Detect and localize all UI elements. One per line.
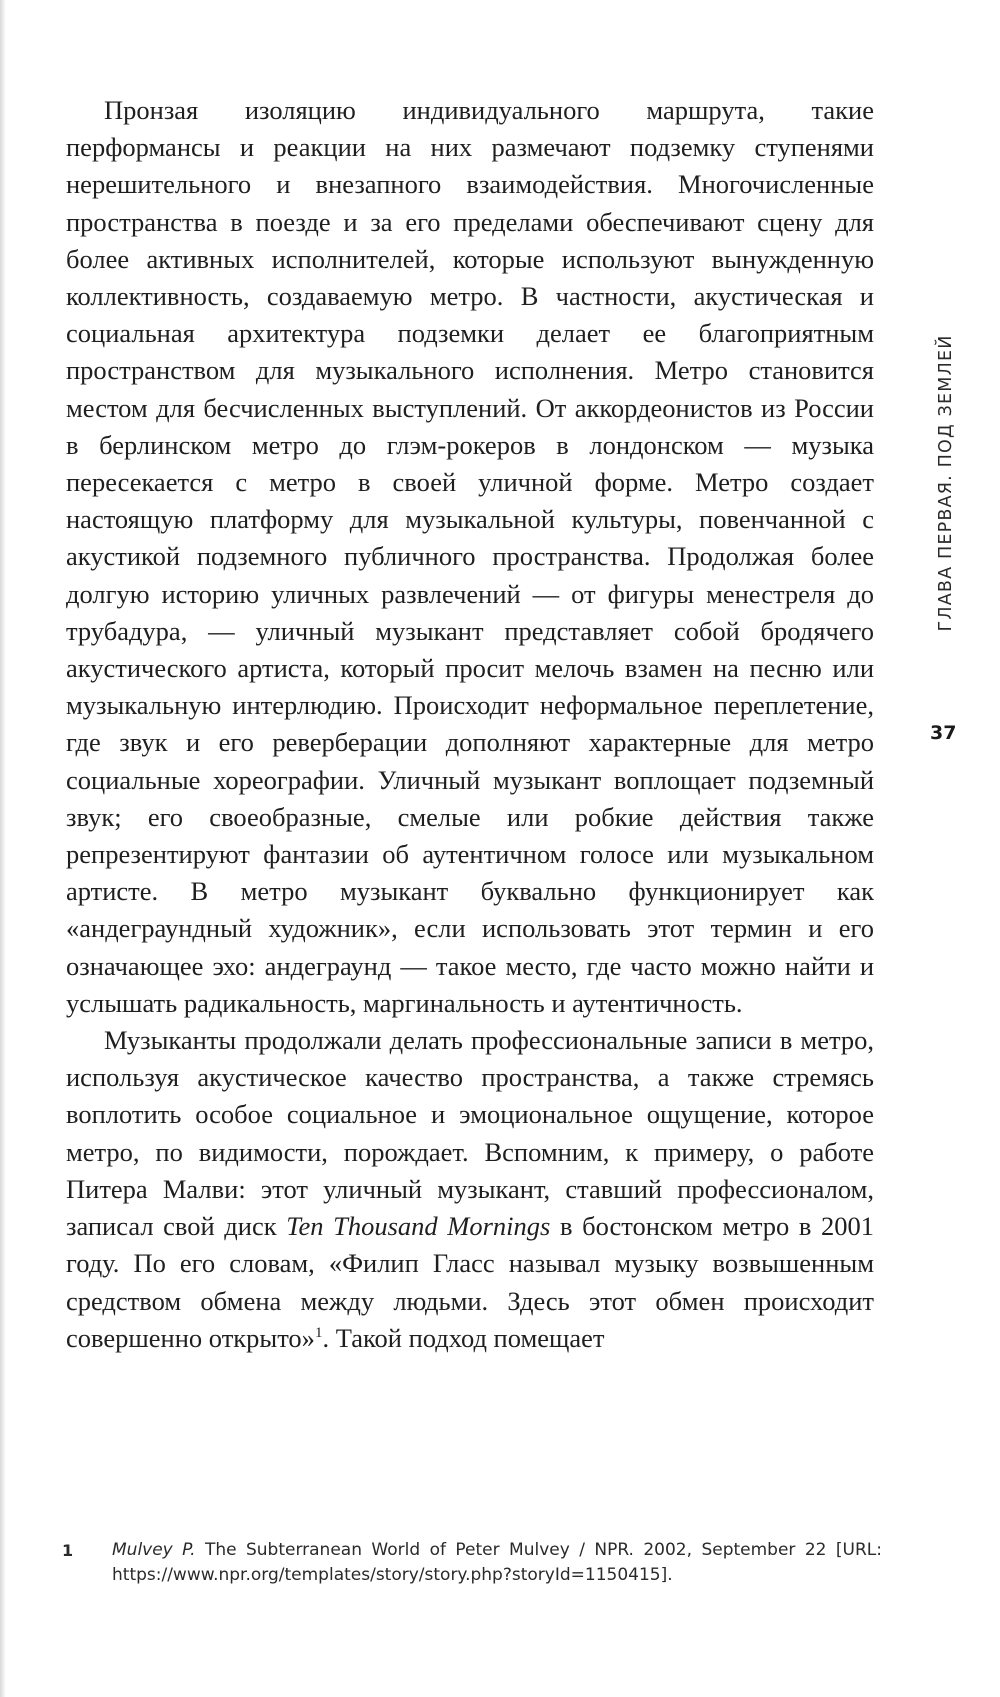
paragraph-2 [66,1022,874,1357]
running-head: ГЛАВА ПЕРВАЯ. ПОД ЗЕМЛЕЙ [936,334,956,632]
footnote-text-block [112,1538,882,1588]
footnote [62,1538,882,1588]
body-text [66,92,874,1357]
paragraph-2-part-1: Музыканты продолжали делать профессиональные записи в метро, используя акустическое качество пространства, а также стремясь воплотить особое социальное и эмоциональное ощущение, которое метро, по видимости, порождает. Вспомним, к примеру, о работе Питера Малви: этот уличный музыкант, ставший профессионалом, записал свой диск [66,1025,874,1242]
album-title: Ten Thousand Mornings [286,1211,551,1242]
paragraph-2-part-3: . Такой подход помещает [322,1322,605,1353]
page-number: 37 [930,722,957,744]
footnote-reference[interactable]: 1 [314,1324,323,1341]
page-edge-shadow [0,0,6,1697]
footnote-author: Mulvey P. [112,1540,196,1560]
footnote-number: 1 [62,1541,74,1560]
paragraph-2-part-2: в бостонском метро в 2001 году. По его словам, «Филип Гласс называл музыку возвышенным средством обмена между людьми. Здесь этот обмен происходит совершенно открыто» [66,1211,874,1353]
paragraph-1: Пронзая изоляцию индивидуального маршрута, такие перформансы и реакции на них размечают подземку ступенями нерешительного и внезапного взаимодействия. Многочисленные пространства в поезде и за его пределами обеспечивают сцену для более активных исполнителей, которые используют вынужденную коллективность, создаваемую метро. В частности, акустическая и социальная архитектура подземки делает ее благоприятным пространством для музыкального исполнения. Метро становится местом для бесчисленных выступлений. От аккордеонистов из России в берлинском метро до глэм-рокеров в лондонском — музыка пересекается с метро в своей уличной форме. Метро создает настоящую платформу для музыкальной культуры, повенчанной с акустикой подземного публичного пространства. Продолжая более долгую историю уличных развлечений — от фигуры менестреля до трубадура, — уличный музыкант представляет собой бродячего акустического артиста, который просит мелочь взамен на песню или музыкальную интерлюдию. Происходит неформальное переплетение, где звук и его реверберации дополняют характерные для метро социальные хореографии. Уличный музыкант воплощает подземный звук; его своеобразные, смелые или робкие действия также репрезентируют фантазии об аутентичном голосе или музыкальном артисте. В метро музыкант буквально функционирует как «андеграундный художник», если использовать этот термин и его означающее эхо: андеграунд — такое место, где часто можно найти и услышать радикальность, маргинальность и аутентичность. [66,95,874,1018]
footnote-text: The Subterranean World of Peter Mulvey / NPR. 2002, September 22 [URL: https://www.npr.org/templates/story/story.php?storyId=1150415]. [112,1540,883,1585]
